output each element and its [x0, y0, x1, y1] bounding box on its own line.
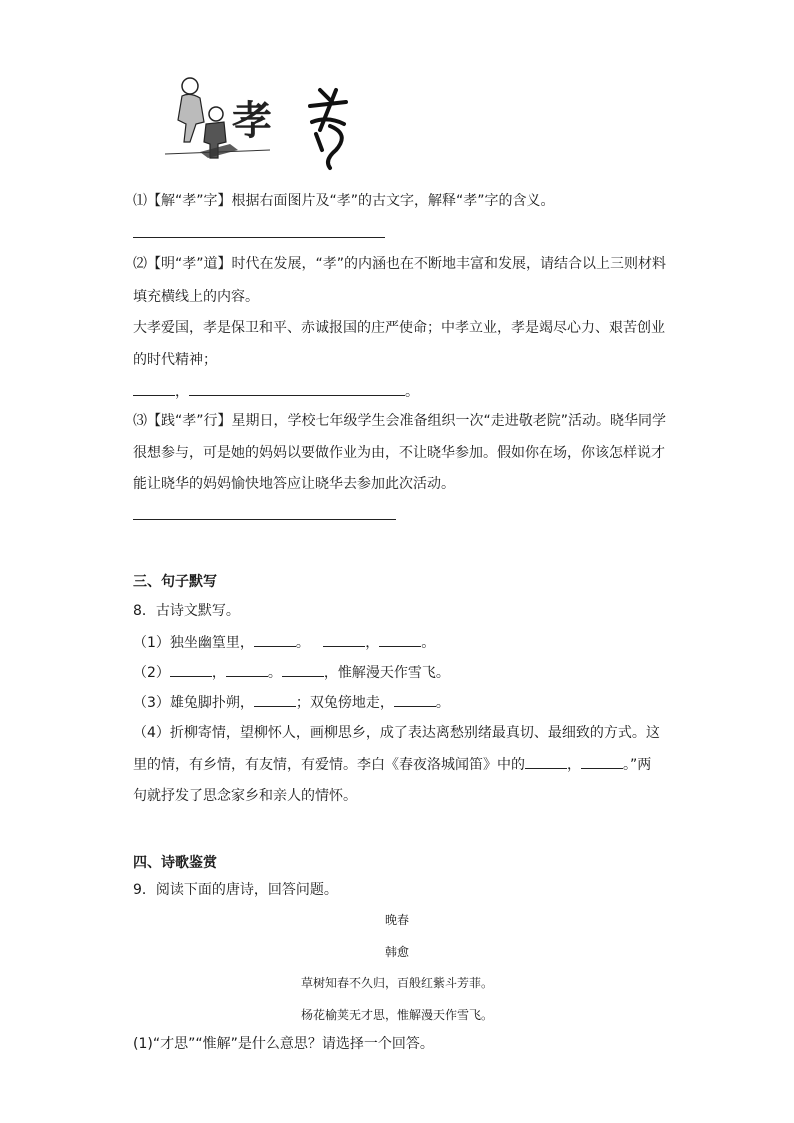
q8-3-text-c: 。 — [435, 695, 450, 711]
blank-8-3a[interactable] — [254, 692, 296, 707]
poem-line-1: 草树知春不久归，百般红紫斗芳菲。 — [300, 976, 493, 990]
xiao-seal-script-icon — [310, 90, 346, 168]
question-2-answer-row — [133, 381, 419, 402]
answer-blank-2b[interactable] — [189, 381, 405, 396]
q8-4-text-c: 。”两 — [623, 757, 652, 773]
question-8-4-line-1: （4）折柳寄情，望柳怀人，画柳思乡，成了表达离愁别绪最真切、最细致的方式。这 — [133, 725, 660, 741]
q8-4-text-b: ， — [567, 757, 581, 773]
blank-8-1c[interactable] — [379, 632, 421, 647]
question-8-1 — [133, 632, 435, 653]
xiao-picture-icon — [160, 72, 370, 172]
question-2-line-3: 大孝爱国，孝是保卫和平、赤诚报国的庄严使命；中孝立业，孝是竭尽心力、艰苦创业 — [133, 320, 665, 336]
q8-4-text-a: 里的情，有乡情，有友情，有爱情。李白《春夜洛城闻笛》中的 — [133, 757, 525, 773]
answer-line-1[interactable] — [133, 237, 385, 238]
question-3-line-1: ⑶【践“孝”行】星期日，学校七年级学生会准备组织一次“走进敬老院”活动。晓华同学 — [133, 413, 667, 429]
question-8-3 — [133, 692, 450, 713]
blank-8-1a[interactable] — [254, 632, 296, 647]
question-2-line-1: ⑵【明“孝”道】时代在发展，“孝”的内涵也在不断地丰富和发展，请结合以上三则材料 — [133, 256, 667, 272]
question-8-4-line-2 — [133, 754, 651, 775]
question-9-title: 9．阅读下面的唐诗，回答问题。 — [133, 882, 338, 898]
blank-8-2a[interactable] — [170, 662, 212, 677]
question-8-4-line-3: 句就抒发了思念家乡和亲人的情怀。 — [133, 788, 357, 804]
xiao-character-bold: 孝 — [232, 98, 272, 144]
blank-8-1b[interactable] — [323, 632, 365, 647]
q8-2-text-c: 。 — [267, 665, 282, 681]
section-4-heading: 四、诗歌鉴赏 — [133, 855, 217, 871]
question-8-title: 8．古诗文默写。 — [133, 603, 240, 619]
question-3-line-2: 很想参与，可是她的妈妈以要做作业为由，不让晓华参加。假如你在场，你该怎样说才 — [133, 445, 665, 461]
q8-2-text-b: ， — [211, 665, 226, 681]
q8-3-text-b: ；双兔傍地走， — [295, 695, 394, 711]
answer-blank-2a[interactable] — [133, 381, 175, 396]
period: 。 — [405, 384, 419, 400]
poem-author: 韩愈 — [384, 945, 409, 959]
question-9-1: (1)“才思”“惟解”是什么意思？请选择一个回答。 — [133, 1036, 434, 1052]
q8-3-text-a: （3）雄兔脚扑朔， — [133, 695, 254, 711]
comma: ， — [175, 384, 189, 400]
section-3-heading: 三、句子默写 — [133, 574, 217, 590]
question-3-line-3: 能让晓华的妈妈愉快地答应让晓华去参加此次活动。 — [133, 476, 455, 492]
question-8-2 — [133, 662, 450, 683]
poem-line-2: 杨花榆荚无才思，惟解漫天作雪飞。 — [300, 1008, 493, 1022]
q8-1-text-b: 。 — [295, 635, 310, 651]
xiao-illustration — [160, 72, 370, 172]
answer-line-3[interactable] — [133, 519, 396, 520]
question-2-line-4: 的时代精神； — [133, 352, 217, 368]
poem-title: 晚春 — [384, 913, 409, 927]
q8-2-text-a: （2） — [133, 665, 170, 681]
blank-8-3b[interactable] — [394, 692, 436, 707]
blank-8-2c[interactable] — [282, 662, 324, 677]
q8-1-text-a: （1）独坐幽篁里， — [133, 635, 254, 651]
blank-8-4a[interactable] — [525, 754, 567, 769]
question-2-line-2: 填充横线上的内容。 — [133, 289, 259, 305]
q8-1-text-c: ， — [365, 635, 380, 651]
blank-8-2b[interactable] — [226, 662, 268, 677]
q8-2-text-d: ，惟解漫天作雪飞。 — [323, 665, 450, 681]
q8-1-text-d: 。 — [421, 635, 436, 651]
blank-8-4b[interactable] — [581, 754, 623, 769]
question-1-text: ⑴【解“孝”字】根据右面图片及“孝”的古文字，解释“孝”字的含义。 — [133, 193, 555, 209]
